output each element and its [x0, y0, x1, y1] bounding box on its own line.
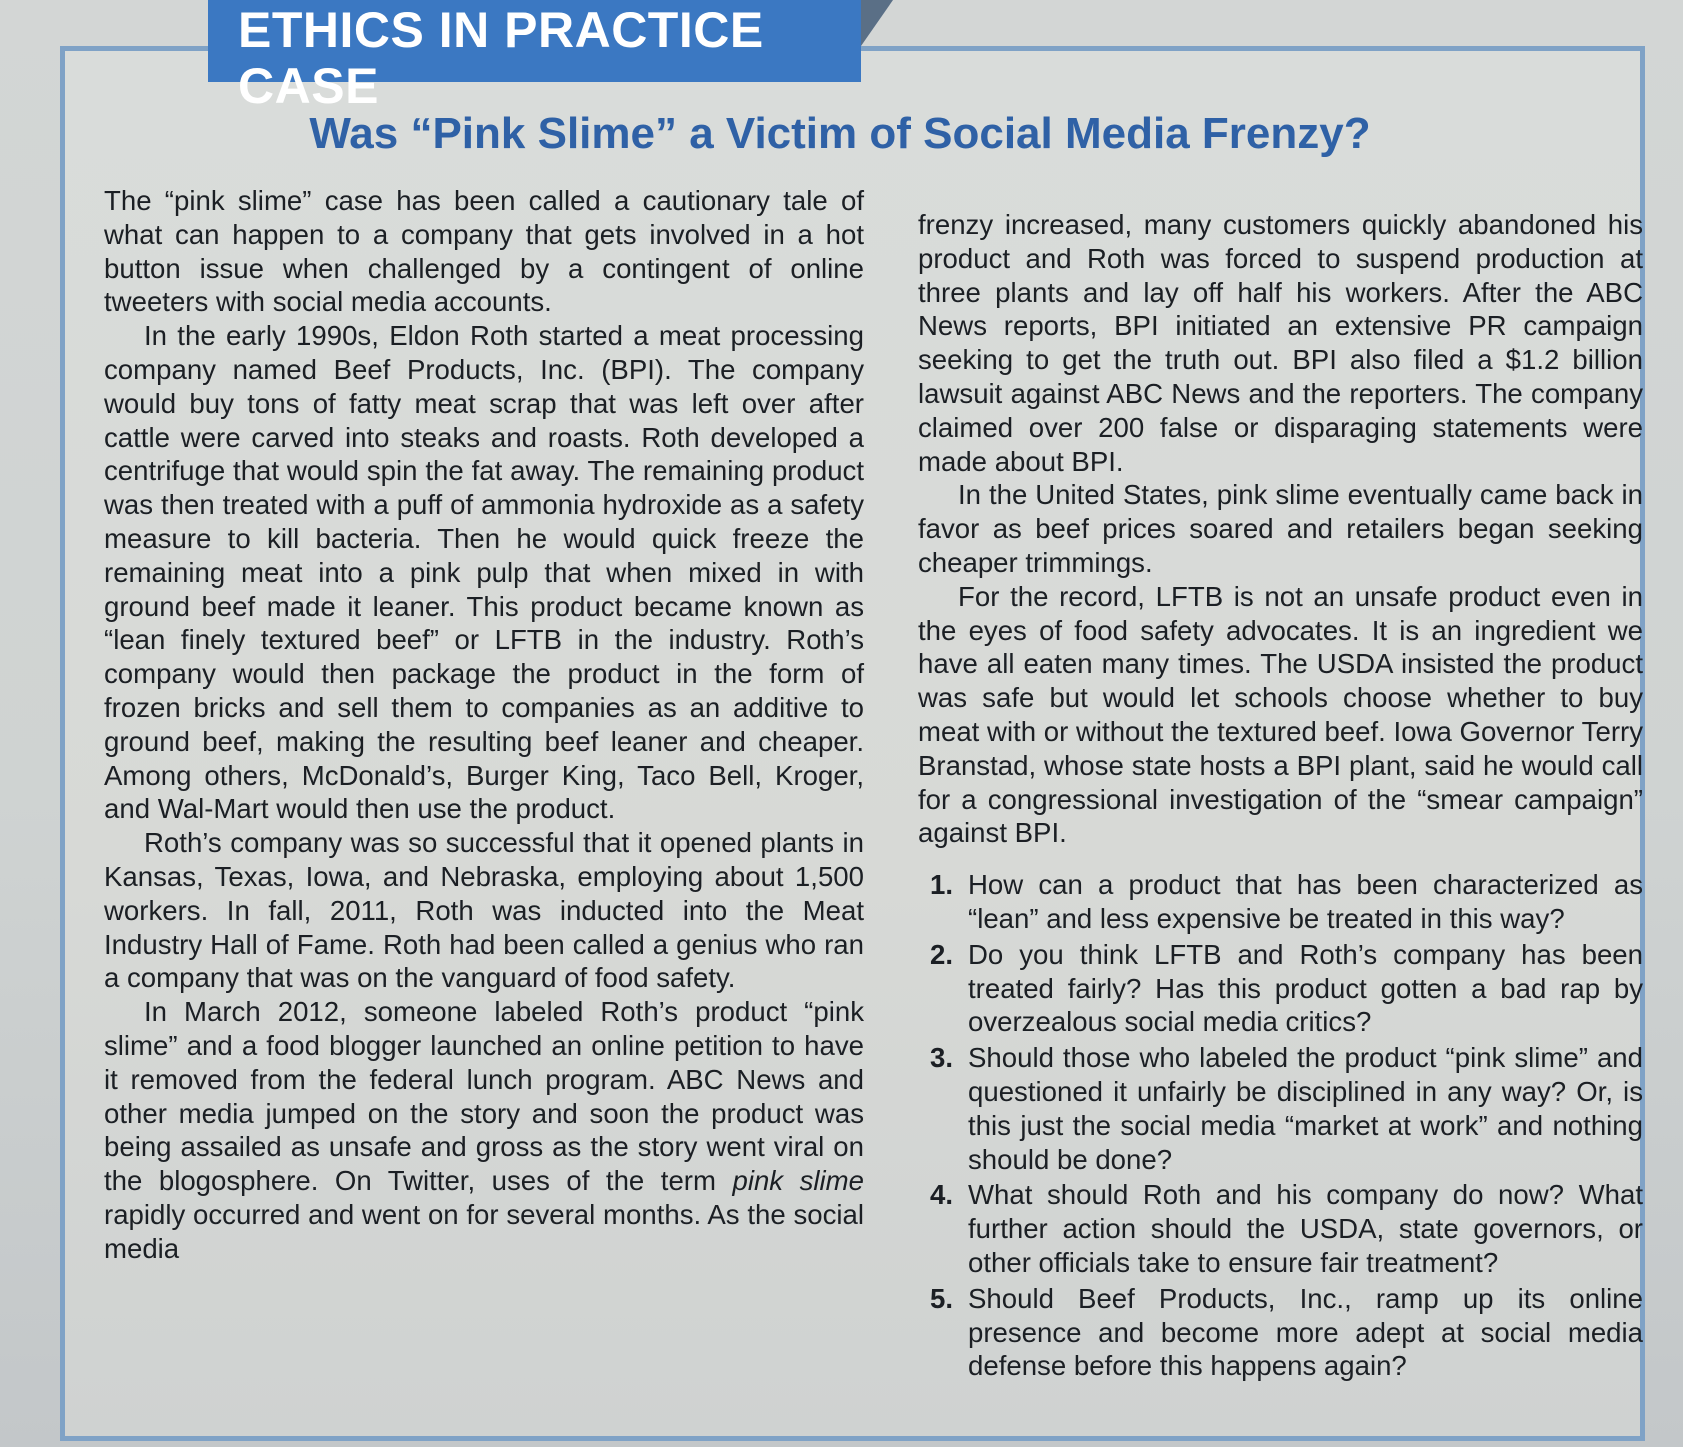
question-text: Should those who labeled the product “pink slime” and questioned it unfairly be disciplined in any way? Or, is this just the social media “market at work” and nothing should be done? [968, 1042, 1643, 1175]
controversy-text-end: rapidly occurred and went on for several months. As the social media [104, 1198, 864, 1264]
left-column [104, 184, 864, 1266]
paragraph-comeback: In the United States, pink slime eventually came back in favor as beef prices soared and retailers began seeking cheaper trimmings. [918, 479, 1643, 578]
controversy-italic-term: pink slime [732, 1165, 864, 1197]
paragraph-controversy [104, 995, 864, 1265]
case-title: Was “Pink Slime” a Victim of Social Media Frenzy? [309, 109, 1371, 158]
question-number: 2. [930, 938, 954, 970]
right-column [918, 208, 1643, 1385]
discussion-questions [918, 868, 1643, 1383]
question-item [918, 1041, 1643, 1176]
question-number: 5. [930, 1282, 954, 1314]
paragraph-background: In the early 1990s, Eldon Roth started a meat processing company named Beef Products, Inc. (BPI). The company would buy tons of fatty meat scrap that was left over after cattle were carved into steaks and roasts. Roth developed a centrifuge that would spin the fat away. The remaining product was then treated with a puff of ammonia hydroxide as a safety measure to kill bacteria. Then he would quick freeze the remaining meat into a pink pulp that when mixed in with ground beef made it leaner. This product became known as “lean finely textured beef” or LFTB in the industry. Roth’s company would then package the product in the form of frozen bricks and sell them to companies as an additive to ground beef, making the resulting beef leaner and cheaper. Among others, McDonald’s, Burger King, Taco Bell, Kroger, and Wal-Mart would then use the product. [104, 320, 864, 825]
controversy-text-start: In March 2012, someone labeled Roth’s product “pink slime” and a food blogger launched an online petition to have it removed from the federal lunch program. ABC News and other media jumped on the story and soon the product was being assailed as unsafe and gross as the story went viral on the blogosphere. On Twitter, uses of the term [104, 996, 864, 1197]
question-item [918, 868, 1643, 936]
question-text: How can a product that has been characterized as “lean” and less expensive be treated in this way? [968, 869, 1643, 934]
question-item [918, 938, 1643, 1039]
question-number: 1. [930, 869, 954, 901]
question-text: Should Beef Products, Inc., ramp up its online presence and become more adept at social media defense before this happens again? [968, 1282, 1643, 1382]
paragraph-frenzy: frenzy increased, many customers quickly abandoned his product and Roth was forced to suspend production at three plants and lay off half his workers. After the ABC News reports, BPI initiated an extensive PR campaign seeking to get the truth out. BPI also filed a $1.2 billion lawsuit against ABC News and the reporters. The company claimed over 200 false or disparaging statements were made about BPI. [918, 209, 1643, 477]
question-text: What should Roth and his company do now? What further action should the USDA, state governors, or other officials take to ensure fair treatment? [968, 1179, 1643, 1278]
question-item [918, 1282, 1643, 1383]
question-item [918, 1178, 1643, 1279]
banner-tail-decoration [861, 0, 893, 46]
question-text: Do you think LFTB and Roth’s company has been treated fairly? Has this product gotten a bad rap by overzealous social media critics? [968, 938, 1643, 1038]
paragraph-record: For the record, LFTB is not an unsafe product even in the eyes of food safety advocates. It is an ingredient we have all eaten many times. The USDA insisted the product was safe but would let schools choose whether to buy meat with or without the textured beef. Iowa Governor Terry Branstad, whose state hosts a BPI plant, said he would call for a congressional investigation of the “smear campaign” against BPI. [918, 580, 1643, 849]
paragraph-intro: The “pink slime” case has been called a cautionary tale of what can happen to a company that gets involved in a hot button issue when challenged by a contingent of online tweeters with social media accounts. [104, 185, 864, 318]
banner-label: ETHICS IN PRACTICE CASE [238, 2, 764, 114]
paragraph-success: Roth’s company was so successful that it opened plants in Kansas, Texas, Iowa, and Nebraska, employing about 1,500 workers. In fall, 2011, Roth was inducted into the Meat Industry Hall of Fame. Roth had been called a genius who ran a company that was on the vanguard of food safety. [104, 827, 864, 994]
question-number: 4. [930, 1179, 954, 1211]
question-number: 3. [930, 1042, 954, 1074]
section-banner [208, 0, 861, 114]
